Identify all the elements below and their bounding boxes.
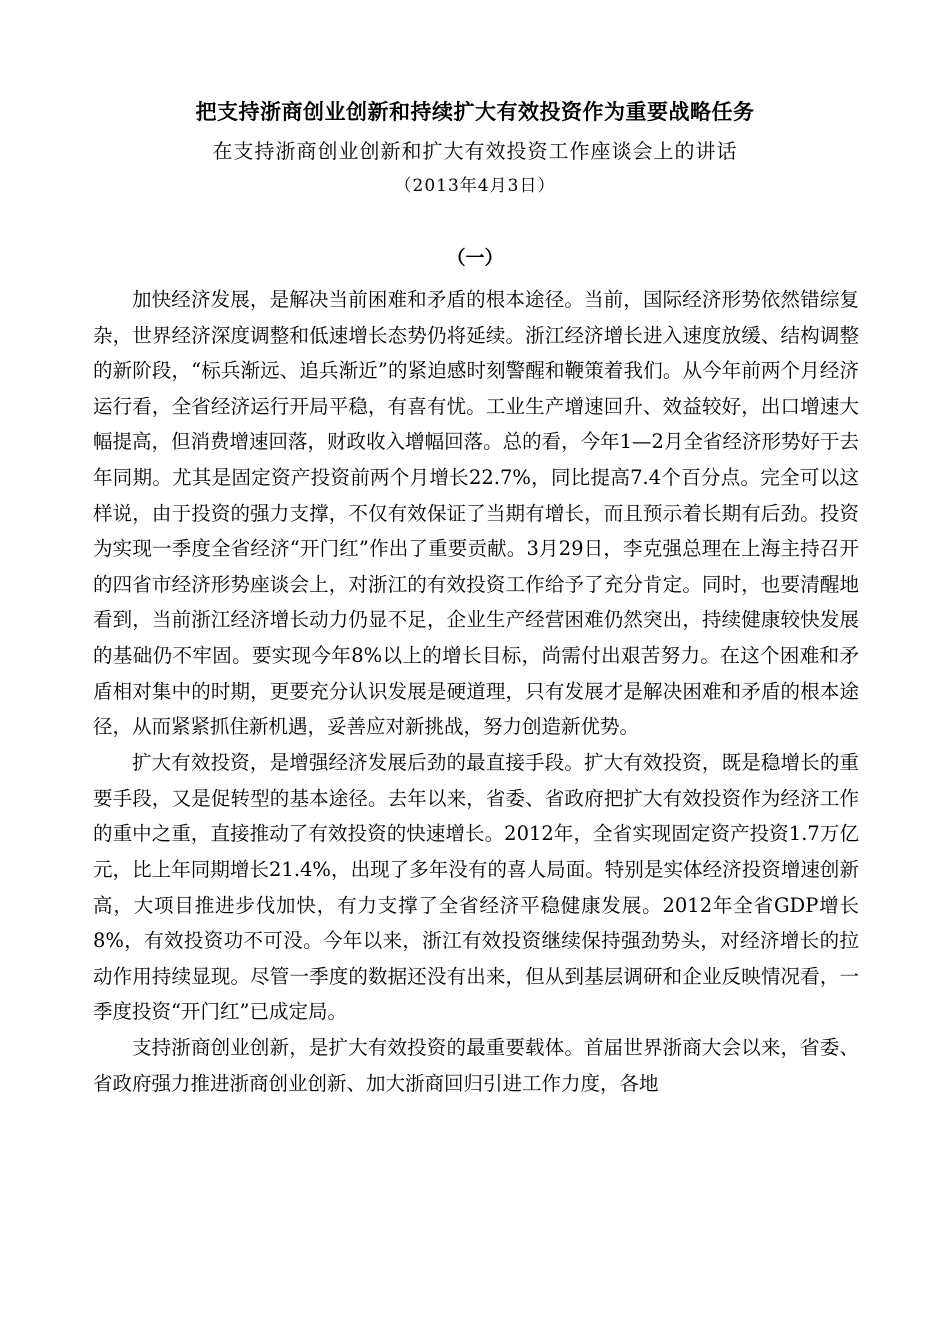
paragraph-2: 扩大有效投资，是增强经济发展后劲的最直接手段。扩大有效投资，既是稳增长的重要手段，又是促转型的基本途径。去年以来，省委、省政府把扩大有效投资作为经济工作的重中之重，直接推动了有效投资的快速增长。2012年，全省实现固定资产投资1.7万亿元，比上年同期增长21.4%，出现了多年没有的喜人局面。特别是实体经济投资增速创新高，大项目推进步伐加快，有力支撑了全省经济平稳健康发展。2012年全省GDP增长8%，有效投资功不可没。今年以来，浙江有效投资继续保持强劲势头，对经济增长的拉动作用持续显现。尽管一季度的数据还没有出来，但从到基层调研和企业反映情况看，一季度投资“开门红”已成定局。 <box>93 751 859 1024</box>
paragraph-3: 支持浙商创业创新，是扩大有效投资的最重要载体。首届世界浙商大会以来，省委、省政府强力推进浙商创业创新、加大浙商回归引进工作力度，各地 <box>93 1036 859 1096</box>
document-body <box>93 282 859 1102</box>
document-title: 把支持浙商创业创新和持续扩大有效投资作为重要战略任务 <box>195 99 755 124</box>
section-heading: （一） <box>446 247 504 269</box>
document-subtitle: 在支持浙商创业创新和扩大有效投资工作座谈会上的讲话 <box>212 139 738 163</box>
paragraph-1: 加快经济发展，是解决当前困难和矛盾的根本途径。当前，国际经济形势依然错综复杂，世界经济深度调整和低速增长态势仍将延续。浙江经济增长进入速度放缓、结构调整的新阶段，“标兵渐远、追兵渐近”的紧迫感时刻警醒和鞭策着我们。从今年前两个月经济运行看，全省经济运行开局平稳，有喜有忧。工业生产增速回升、效益较好，出口增速大幅提高，但消费增速回落，财政收入增幅回落。总的看，今年1—2月全省经济形势好于去年同期。尤其是固定资产投资前两个月增长22.7%，同比提高7.4个百分点。完全可以这样说，由于投资的强力支撑，不仅有效保证了当期有增长，而且预示着长期有后劲。投资为实现一季度全省经济“开门红”作出了重要贡献。3月29日，李克强总理在上海主持召开的四省市经济形势座谈会上，对浙江的有效投资工作给予了充分肯定。同时，也要清醒地看到，当前浙江经济增长动力仍显不足，企业生产经营困难仍然突出，持续健康较快发展的基础仍不牢固。要实现今年8%以上的增长目标，尚需付出艰苦努力。在这个困难和矛盾相对集中的时期，更要充分认识发展是硬道理，只有发展才是解决困难和矛盾的根本途径，从而紧紧抓住新机遇，妥善应对新挑战，努力创造新优势。 <box>93 288 859 739</box>
document-date: （2013年4月3日） <box>394 176 556 196</box>
